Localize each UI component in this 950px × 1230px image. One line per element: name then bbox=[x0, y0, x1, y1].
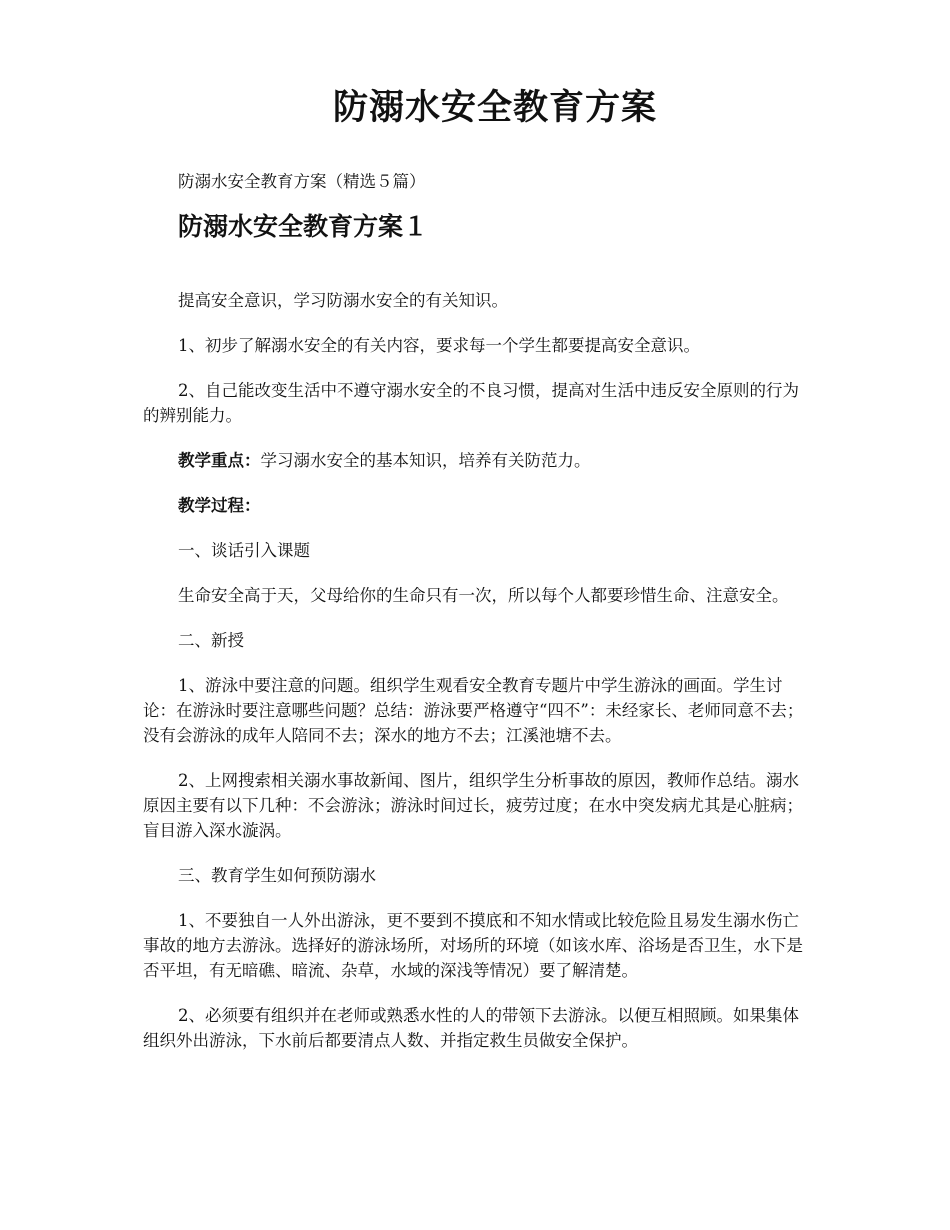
document-subtitle: 防溺水安全教育方案（精选５篇） bbox=[178, 172, 426, 191]
paragraph-intro: 生命安全高于天，父母给你的生命只有一次，所以每个人都要珍惜生命、注意安全。 bbox=[178, 586, 789, 605]
key-point-label: 教学重点： bbox=[178, 451, 261, 470]
section-heading: 防溺水安全教育方案１ bbox=[178, 212, 429, 241]
subheading-new: 二、新授 bbox=[178, 631, 244, 650]
paragraph-education-2: 2、必须要有组织并在老师或熟悉水性的人的带领下去游泳。以便互相照顾。如果集体组织外出游泳，下水前后都要清点人数、并指定救生员做安全保护。 bbox=[143, 1006, 799, 1050]
process-label: 教学过程： bbox=[178, 496, 261, 515]
paragraph-new-2: 2、上网搜索相关溺水事故新闻、图片，组织学生分析事故的原因，教师作总结。溺水原因主要有以下几种：不会游泳；游泳时间过长，疲劳过度；在水中突发病尤其是心脏病；盲目游入深水漩涡。 bbox=[143, 771, 803, 840]
document-title: 防溺水安全教育方案 bbox=[332, 87, 657, 128]
paragraph-goal: 提高安全意识，学习防溺水安全的有关知识。 bbox=[178, 291, 508, 310]
paragraph-goal-2: 2、自己能改变生活中不遵守溺水安全的不良习惯，提高对生活中违反安全原则的行为的辨别能力。 bbox=[143, 381, 799, 425]
paragraph-education-1: 1、不要独自一人外出游泳，更不要到不摸底和不知水情或比较危险且易发生溺水伤亡事故的地方去游泳。选择好的游泳场所，对场所的环境（如该水库、浴场是否卫生，水下是否平坦，有无暗礁、暗流、杂草，水域的深浅等情况）要了解清楚。 bbox=[143, 911, 803, 980]
paragraph-goal-1: 1、初步了解溺水安全的有关内容，要求每一个学生都要提高安全意识。 bbox=[178, 336, 700, 355]
document-body bbox=[143, 169, 813, 1073]
subheading-intro: 一、谈话引入课题 bbox=[178, 541, 310, 560]
paragraph-new-1: 1、游泳中要注意的问题。组织学生观看安全教育专题片中学生游泳的画面。学生讨论：在游泳时要注意哪些问题？总结：游泳要严格遵守“四不”：未经家长、老师同意不去；没有会游泳的成年人陪同不去；深水的地方不去；江溪池塘不去。 bbox=[143, 676, 804, 745]
paragraph-process bbox=[143, 493, 813, 518]
key-point-text: 学习溺水安全的基本知识，培养有关防范力。 bbox=[260, 451, 591, 470]
subheading-education: 三、教育学生如何预防溺水 bbox=[178, 866, 376, 885]
paragraph-key-point bbox=[143, 448, 813, 473]
